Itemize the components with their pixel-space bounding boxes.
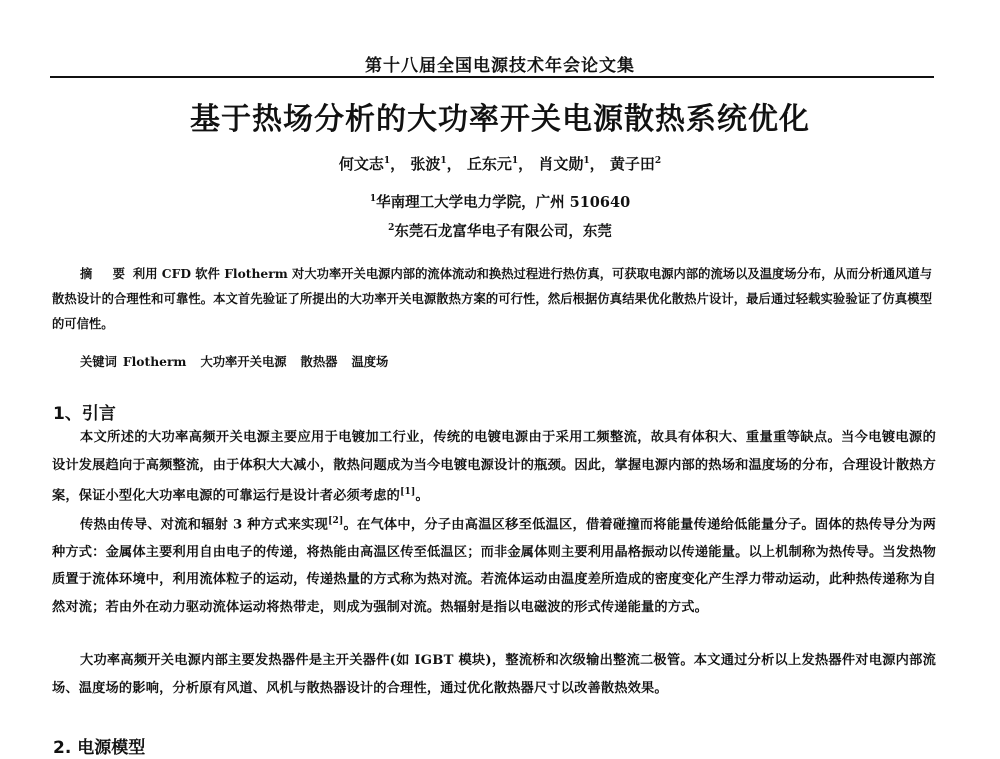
author-aff-mark: 1	[440, 156, 447, 166]
running-header: 第十八届全国电源技术年会论文集	[365, 56, 635, 76]
author-aff-mark: 1	[511, 156, 519, 166]
section-heading: 1、引言	[53, 404, 116, 424]
author: 肖文勋	[538, 155, 584, 173]
affiliation-text: 东莞石龙富华电子有限公司，东莞	[394, 223, 612, 240]
body-paragraph	[52, 508, 936, 621]
abstract-label: 摘 要	[80, 266, 133, 281]
affiliation-number: 2	[388, 223, 395, 234]
author-aff-mark: 1	[583, 156, 590, 166]
keyword: Flotherm	[122, 354, 187, 369]
paragraph-text: 传热由传导、对流和辐射 3 种方式来实现	[80, 517, 329, 533]
paper-title: 基于热场分析的大功率开关电源散热系统优化	[190, 102, 810, 137]
affiliation-text: 华南理工大学电力学院，广州 510640	[376, 194, 631, 211]
abstract-text: 利用 CFD 软件 Flotherm 对大功率开关电源内部的流体流动和换热过程进行热仿真，可获取电源内部的流场以及温度场分布，从而分析通风道与散热设计的合理性和可靠性。本文首先验证了所提出的大功率开关电源散热方案的可行性，然后根据仿真结果优化散热片设计，最后通过轻载实验验证了仿真模型的可信性。	[52, 266, 932, 331]
author: 黄子田	[609, 155, 655, 173]
paragraph-text: 本文所述的大功率高频开关电源主要应用于电镀加工行业，传统的电镀电源由于采用工频整流，故具有体积大、重量重等缺点。当今电镀电源的设计发展趋向于高频整流，由于体积大大减小，散热问题成为当今电镀电源设计的瓶颈。因此，掌握电源内部的热场和温度场的分布，合理设计散热方案，保证小型化大功率电源的可靠运行是设计者必须考虑的	[52, 430, 936, 504]
section-heading: 2. 电源模型	[53, 738, 146, 758]
affiliation	[0, 191, 1000, 212]
author: 何文志	[338, 155, 384, 173]
affiliation-number: 1	[369, 194, 377, 205]
body-paragraph	[52, 424, 936, 510]
author: 张波	[410, 155, 441, 173]
keyword: 散热器	[300, 354, 338, 369]
author-aff-mark: 2	[654, 156, 662, 166]
affiliation	[0, 220, 1000, 241]
header-rule	[50, 76, 934, 78]
citation: [1]	[400, 487, 416, 497]
body-paragraph	[52, 647, 936, 702]
keyword: 温度场	[351, 354, 389, 369]
paragraph-text: 大功率高频开关电源内部主要发热器件是主开关器件(如 IGBT 模块)，整流桥和次级输出整流二极管。本文通过分析以上发热器件对电源内部流场、温度场的影响，分析原有风道、风机与散热器设计的合理性，通过优化散热器尺寸以改善散热效果。	[52, 653, 936, 696]
author-list: 何文志$^1$， 张波$^1$， 丘东元$^1$， 肖文勋$^1$， 黄子田$^2$	[338, 155, 662, 173]
abstract	[52, 261, 932, 336]
citation: [2]	[328, 516, 344, 526]
paragraph-tail: 。	[415, 488, 429, 504]
paragraph-tail: 。在气体中，分子由高温区移至低温区，借着碰撞而将能量传递给低能量分子。固体的热传导分为两种方式：金属体主要利用自由电子的传递，将热能由高温区传至低温区；而非金属体则主要利用晶格振动以传递能量。以上机制称为热传导。当发热物质置于流体环境中，利用流体粒子的运动，传递热量的方式称为热对流。若流体运动由温度差所造成的密度变化产生浮力带动运动，此种热传递称为自然对流；若由外在动力驱动流体运动将热带走，则成为强制对流。热辐射是指以电磁波的形式传递能量的方式。	[52, 517, 937, 615]
keyword: 大功率开关电源	[200, 354, 287, 369]
author: 丘东元	[466, 155, 512, 173]
keywords-label: 关键词	[80, 354, 117, 369]
author-aff-mark: 1	[383, 156, 391, 166]
keywords	[80, 352, 402, 370]
